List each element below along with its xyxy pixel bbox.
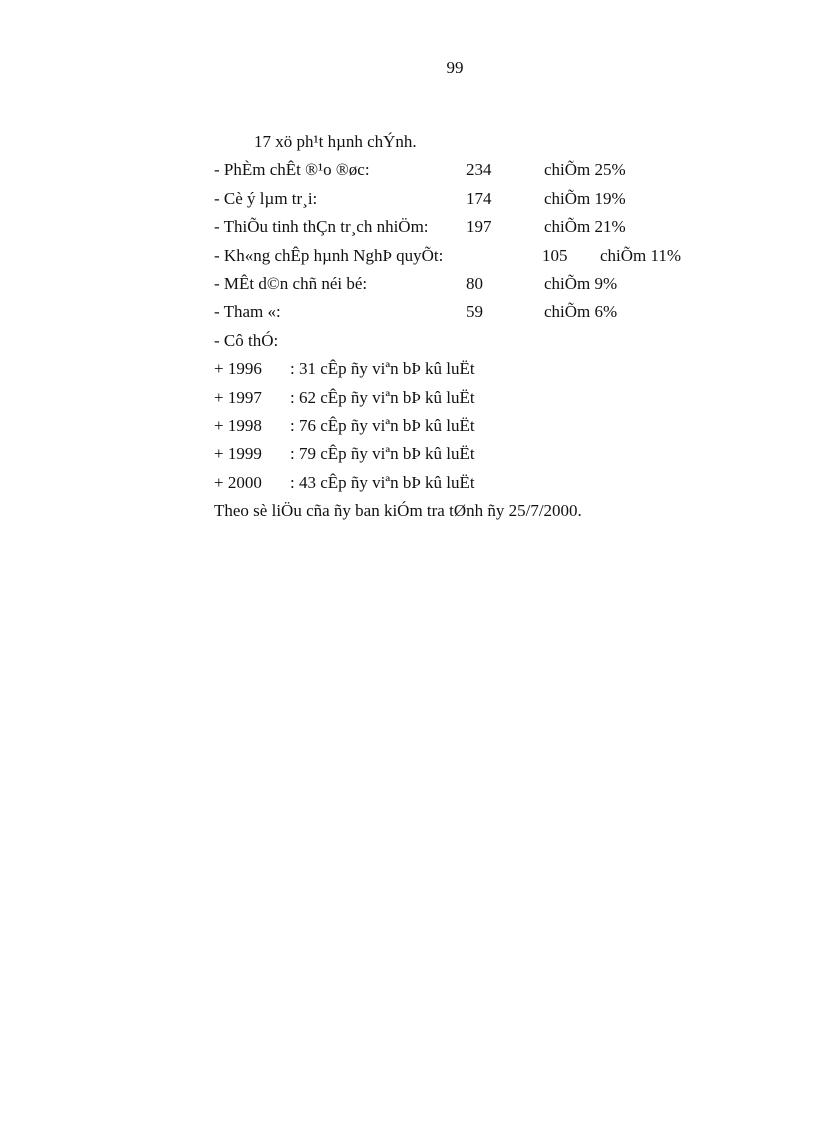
violation-label: - ThiÕu tinh thÇn tr¸ch nhiÖm: <box>214 217 429 237</box>
source-note: Theo sè liÖu cña ñy ban kiÓm tra tØnh ñy 25/7/2000. <box>214 501 582 521</box>
page-number: 99 <box>446 58 464 77</box>
violation-percent: chiÕm 25% <box>544 160 626 180</box>
yearly-row-1996 <box>214 355 774 383</box>
violation-percent: chiÕm 11% <box>600 245 682 265</box>
violation-count: 197 <box>466 217 492 237</box>
year-detail: : 31 cÊp ñy viªn bÞ kû luËt <box>290 359 475 379</box>
violation-percent: chiÕm 21% <box>544 217 626 237</box>
violation-row-resolution <box>214 242 774 270</box>
violation-count: 105 <box>542 245 568 265</box>
violation-label: - PhÈm chÊt ®¹o ®øc: <box>214 160 370 180</box>
violation-percent: chiÕm 19% <box>544 188 626 208</box>
yearly-row-1999 <box>214 440 774 468</box>
violation-label: - Tham «: <box>214 302 281 322</box>
intro-line: 17 xö ph¹t hµnh chÝnh. <box>254 132 417 151</box>
year-detail: : 43 cÊp ñy viªn bÞ kû luËt <box>290 472 475 492</box>
year-detail: : 62 cÊp ñy viªn bÞ kû luËt <box>290 387 475 407</box>
detail-heading: - Cô thÓ: <box>214 330 279 350</box>
year-label: + 1999 <box>214 444 262 464</box>
violation-row-democracy <box>214 270 774 298</box>
violation-label: - Kh«ng chÊp hµnh NghÞ quyÕt: <box>214 245 444 265</box>
yearly-row-1998 <box>214 412 774 440</box>
year-detail: : 76 cÊp ñy viªn bÞ kû luËt <box>290 415 475 435</box>
violation-label: - Cè ý lµm tr¸i: <box>214 188 318 208</box>
year-detail: : 79 cÊp ñy viªn bÞ kû luËt <box>290 444 475 464</box>
document-body <box>214 128 774 525</box>
violation-row-responsibility <box>214 213 774 241</box>
yearly-row-2000 <box>214 469 774 497</box>
violation-count: 234 <box>466 160 492 180</box>
violation-row-quality <box>214 156 774 184</box>
year-label: + 2000 <box>214 472 262 492</box>
yearly-row-1997 <box>214 384 774 412</box>
violation-percent: chiÕm 6% <box>544 302 618 322</box>
year-label: + 1997 <box>214 387 262 407</box>
violation-row-intentional <box>214 185 774 213</box>
year-label: + 1998 <box>214 415 262 435</box>
violation-count: 174 <box>466 188 492 208</box>
violation-label: - MÊt d©n chñ néi bé: <box>214 273 368 293</box>
violation-percent: chiÕm 9% <box>544 273 618 293</box>
year-label: + 1996 <box>214 359 262 379</box>
violation-count: 80 <box>466 273 483 293</box>
violation-count: 59 <box>466 302 483 322</box>
violation-row-corruption <box>214 298 774 326</box>
